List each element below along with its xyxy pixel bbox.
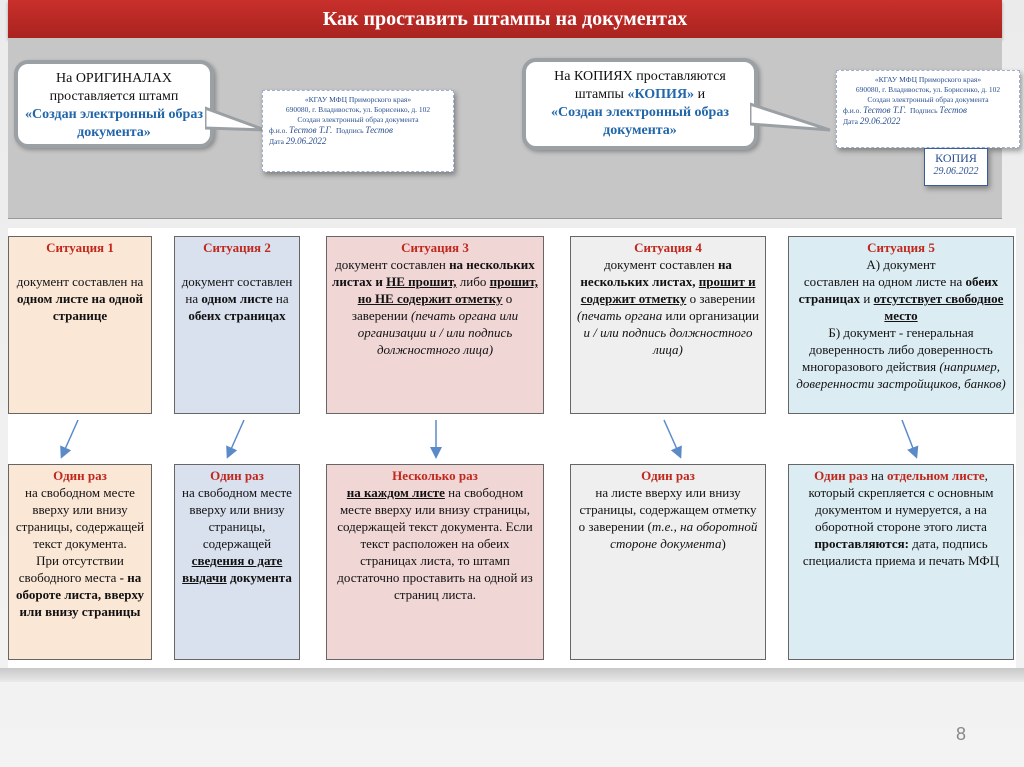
stamp-date-label: Дата	[269, 137, 284, 146]
situation-5-b: Б) документ - генеральная доверенность либо доверенность многоразового действия	[801, 325, 993, 374]
situation-4-stitched-with-mark: прошит и содержит отметку	[580, 274, 756, 306]
callout-copies-line2-pre: штампы	[574, 87, 628, 102]
stamp-sign: Тестов	[365, 125, 393, 135]
situation-3-box	[326, 236, 544, 414]
callout-originals-accent: «Создан электронный образ документа»	[25, 107, 203, 140]
slide-title: Как проставить штампы на документах	[8, 0, 1002, 38]
stamp-date-right: 29.06.2022	[859, 116, 901, 126]
result-4-box	[570, 464, 766, 660]
situation-1-bold: одном листе на одной странице	[17, 291, 143, 323]
copy-stamp-date: 29.06.2022	[933, 166, 979, 177]
situation-4-box	[570, 236, 766, 414]
result-2-text1: на свободном месте вверху или внизу страницы, содержащей	[182, 485, 292, 551]
situation-5-title: Ситуация 5	[867, 240, 935, 255]
situation-5-bold1: обеих страницах	[798, 274, 999, 306]
electronic-image-stamp-left	[262, 90, 454, 172]
stamp-date-label-right: Дата	[843, 117, 858, 126]
result-3-box	[326, 464, 544, 660]
stamp-address-right: 690080, г. Владивосток, ул. Борисенко, д. 102	[855, 85, 1001, 94]
result-5-affixed: проставляются:	[814, 536, 909, 551]
result-1-box	[8, 464, 152, 660]
callout-originals	[14, 60, 214, 148]
copy-stamp-label: КОПИЯ	[935, 151, 977, 165]
situation-5-text2: и	[860, 291, 874, 306]
situation-3-italic2: и / или подпись должностного лица)	[376, 325, 513, 357]
result-4-italic: т.е., на оборотной стороне документа	[610, 519, 758, 551]
result-2-issue-date: сведения о дате выдачи	[182, 553, 283, 585]
stamp-text: Создан электронный образ документа	[297, 115, 419, 124]
stamp-text-right: Создан электронный образ документа	[867, 95, 989, 104]
stamp-org: «КГАУ МФЦ Приморского края»	[304, 95, 412, 104]
copy-stamp	[924, 148, 988, 186]
situation-1-text: документ составлен на	[16, 274, 144, 289]
result-3-each-sheet: на каждом листе	[346, 485, 445, 500]
situation-2-title: Ситуация 2	[203, 240, 271, 255]
result-1-title: Один раз	[53, 468, 107, 483]
situation-4-bold1: на нескольких листах,	[580, 257, 732, 289]
situation-5-box	[788, 236, 1014, 414]
result-2-title: Один раз	[210, 468, 264, 483]
situation-5-a: А) документ	[866, 257, 936, 272]
situation-1-box	[8, 236, 152, 414]
result-5-box	[788, 464, 1014, 660]
situation-3-not-stitched: НЕ прошит,	[386, 274, 457, 289]
situation-1-title: Ситуация 1	[46, 240, 114, 255]
situation-5-text1: составлен на одном листе на	[803, 274, 963, 289]
situation-3-text1: документ составлен	[335, 257, 450, 272]
result-5-text3: дата, подпись специалиста приема и печать МФЦ	[802, 536, 1000, 568]
result-4-text3: )	[721, 536, 726, 551]
result-3-text: на свободном месте вверху или внизу страницы, содержащей текст документа. Если текст расположен на обеих страницах листа, то штамп достаточно проставить на одной из страниц листа.	[337, 485, 533, 602]
page-number: 8	[955, 724, 966, 744]
callout-originals-line1: На ОРИГИНАЛАХ	[56, 71, 172, 86]
result-1-text3: - на обороте листа, вверху или внизу страницы	[16, 570, 144, 619]
electronic-image-stamp-right	[836, 70, 1020, 148]
situation-4-text1: документ составлен	[604, 257, 718, 272]
situation-3-text3: о заверении	[351, 291, 513, 323]
result-2-box	[174, 464, 300, 660]
stamp-address: 690080, г. Владивосток, ул. Борисенко, д. 102	[285, 105, 431, 114]
stamp-sign-right: Тестов	[939, 105, 967, 115]
result-3-title: Несколько раз	[392, 468, 478, 483]
situation-4-title: Ситуация 4	[634, 240, 702, 255]
callout-right-pointer	[750, 96, 840, 146]
situation-2-bold2: обеих страницах	[188, 308, 286, 323]
stamp-fio-label-right: ф.и.о.	[843, 106, 862, 115]
situation-3-italic1: (печать органа или организации	[357, 308, 519, 340]
stamp-sign-label-right: Подпись	[909, 106, 938, 115]
bottom-strip	[0, 668, 1024, 682]
callout-copies-line1: На КОПИЯХ проставляются	[554, 69, 726, 84]
situation-3-title: Ситуация 3	[401, 240, 469, 255]
result-5-title: Один раз	[814, 468, 868, 483]
situation-3-text2: либо	[459, 274, 490, 289]
situation-3-bold1: на нескольких листах и	[332, 257, 535, 289]
situation-3-stitched-no-mark: прошит, но НЕ содержит отметку	[357, 274, 538, 306]
stamp-date: 29.06.2022	[285, 136, 327, 146]
stamp-fio: Тестов Т.Г.	[289, 125, 333, 135]
situation-2-text: документ составлен на	[181, 274, 293, 306]
callout-originals-line2: проставляется штамп	[49, 89, 179, 104]
callout-copies-accent: «Создан электронный образ документа»	[551, 105, 729, 138]
stamp-fio-right: Тестов Т.Г.	[863, 105, 907, 115]
situation-5-no-space: отсутствует свободное место	[873, 291, 1004, 323]
result-1-text1: на свободном месте вверху или внизу страницы, содержащей текст документа.	[15, 485, 145, 551]
result-5-separate-sheet: отдельном листе	[887, 468, 985, 483]
callout-copies	[522, 58, 758, 150]
stamp-org-right: «КГАУ МФЦ Приморского края»	[874, 75, 982, 84]
result-4-title: Один раз	[641, 468, 695, 483]
callout-copies-copy-accent: «КОПИЯ»	[627, 87, 695, 102]
situation-4-italic1: (печать органа	[577, 308, 666, 323]
callout-copies-line2-post: и	[694, 87, 706, 102]
situation-2-bold1: одном листе	[201, 291, 273, 306]
result-5-text1: , который скрепляется с основным документом и нумеруется, а на оборотной стороне этого листа	[808, 468, 994, 534]
stamp-fio-label: ф.и.о.	[269, 126, 288, 135]
result-1-text2: При отсутствии свободного места	[18, 553, 124, 585]
result-4-text1: на листе вверху или внизу страницы, содержащем отметку о заверении (	[578, 485, 757, 534]
situation-2-text2: на	[272, 291, 289, 306]
result-5-on: на	[867, 468, 888, 483]
situation-5-italic: (например, доверенности застройщиков, банков)	[796, 359, 1006, 391]
situation-4-text2: о заверении	[686, 291, 756, 306]
situation-4-italic2: и / или подпись должностного лица)	[583, 325, 753, 357]
situation-2-box	[174, 236, 300, 414]
stamp-sign-label: Подпись	[335, 126, 364, 135]
result-2-text3: документа	[226, 570, 292, 585]
situation-4-text3: или организации	[665, 308, 759, 323]
